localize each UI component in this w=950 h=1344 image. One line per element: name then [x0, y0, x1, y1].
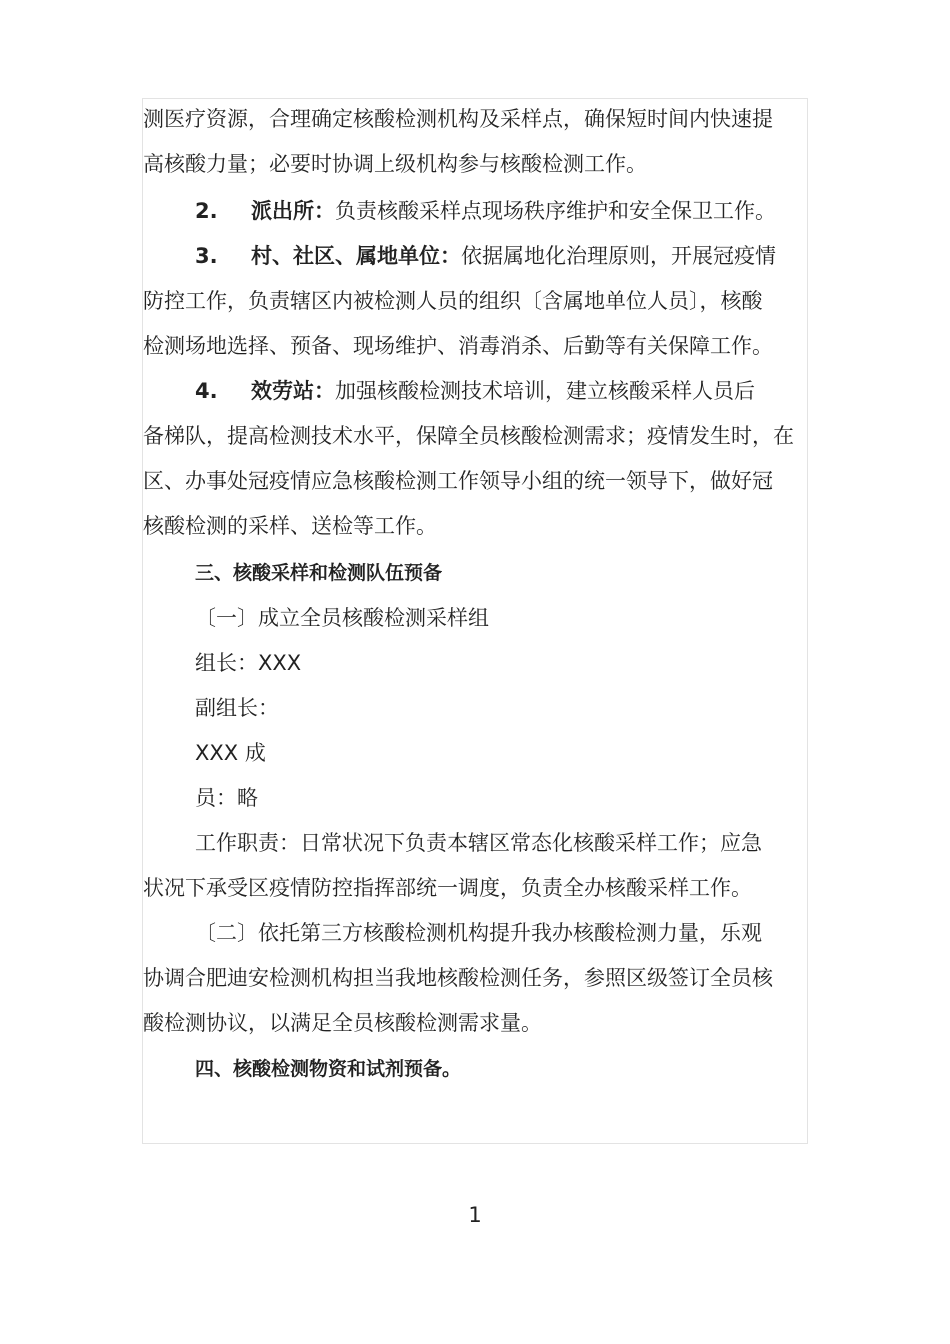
list-item-separator: ： [314, 199, 335, 223]
list-item-service-station [195, 376, 755, 406]
list-item-separator: ： [440, 244, 461, 268]
list-item-title: 派出所 [251, 199, 314, 223]
page-number: 1 [468, 1203, 482, 1227]
list-item-title: 村、社区、属地单位 [251, 244, 440, 268]
paragraph-line: 测医疗资源，合理确定核酸检测机构及采样点，确保短时间内快速提 [143, 107, 773, 131]
list-item-number: 4. [195, 379, 218, 403]
list-item-separator: ： [314, 379, 335, 403]
paragraph-line: 区、办事处冠疫情应急核酸检测工作领导小组的统一领导下，做好冠 [143, 469, 773, 493]
list-item-text: 依据属地化治理原则，开展冠疫情 [461, 244, 776, 268]
list-item-number: 2. [195, 199, 218, 223]
section-heading-4: 四、核酸检测物资和试剂预备。 [195, 1058, 462, 1080]
subsection-heading: 〔一〕成立全员核酸检测采样组 [195, 606, 489, 630]
member-line: 员：略 [195, 786, 258, 810]
paragraph-line: 核酸检测的采样、送检等工作。 [143, 514, 437, 538]
paragraph-line: 备梯队，提高检测技术水平，保障全员核酸检测需求；疫情发生时，在 [143, 424, 794, 448]
list-item-number: 3. [195, 244, 218, 268]
paragraph-line: 协调合肥迪安检测机构担当我地核酸检测任务，参照区级签订全员核 [143, 966, 773, 990]
paragraph-line: 工作职责：日常状况下负责本辖区常态化核酸采样工作；应急 [195, 831, 762, 855]
member-line: XXX 成 [195, 741, 266, 765]
deputy-leader-line: 副组长： [195, 696, 279, 720]
paragraph-line: 防控工作，负责辖区内被检测人员的组织〔含属地单位人员〕，核酸 [143, 289, 763, 313]
list-item-village-community [195, 241, 776, 271]
paragraph-line: 状况下承受区疫情防控指挥部统一调度，负责全办核酸采样工作。 [143, 876, 752, 900]
paragraph-line: 高核酸力量；必要时协调上级机构参与核酸检测工作。 [143, 152, 647, 176]
paragraph-line: 检测场地选择、预备、现场维护、消毒消杀、后勤等有关保障工作。 [143, 334, 773, 358]
list-item-title: 效劳站 [251, 379, 314, 403]
list-item-police-station [195, 196, 776, 226]
list-item-text: 加强核酸检测技术培训，建立核酸采样人员后 [335, 379, 755, 403]
paragraph-line: 酸检测协议，以满足全员核酸检测需求量。 [143, 1011, 542, 1035]
paragraph-line: 〔二〕依托第三方核酸检测机构提升我办核酸检测力量，乐观 [195, 921, 762, 945]
team-leader-line: 组长：XXX [195, 651, 302, 675]
list-item-text: 负责核酸采样点现场秩序维护和安全保卫工作。 [335, 199, 776, 223]
section-heading-3: 三、核酸采样和检测队伍预备 [195, 562, 443, 584]
